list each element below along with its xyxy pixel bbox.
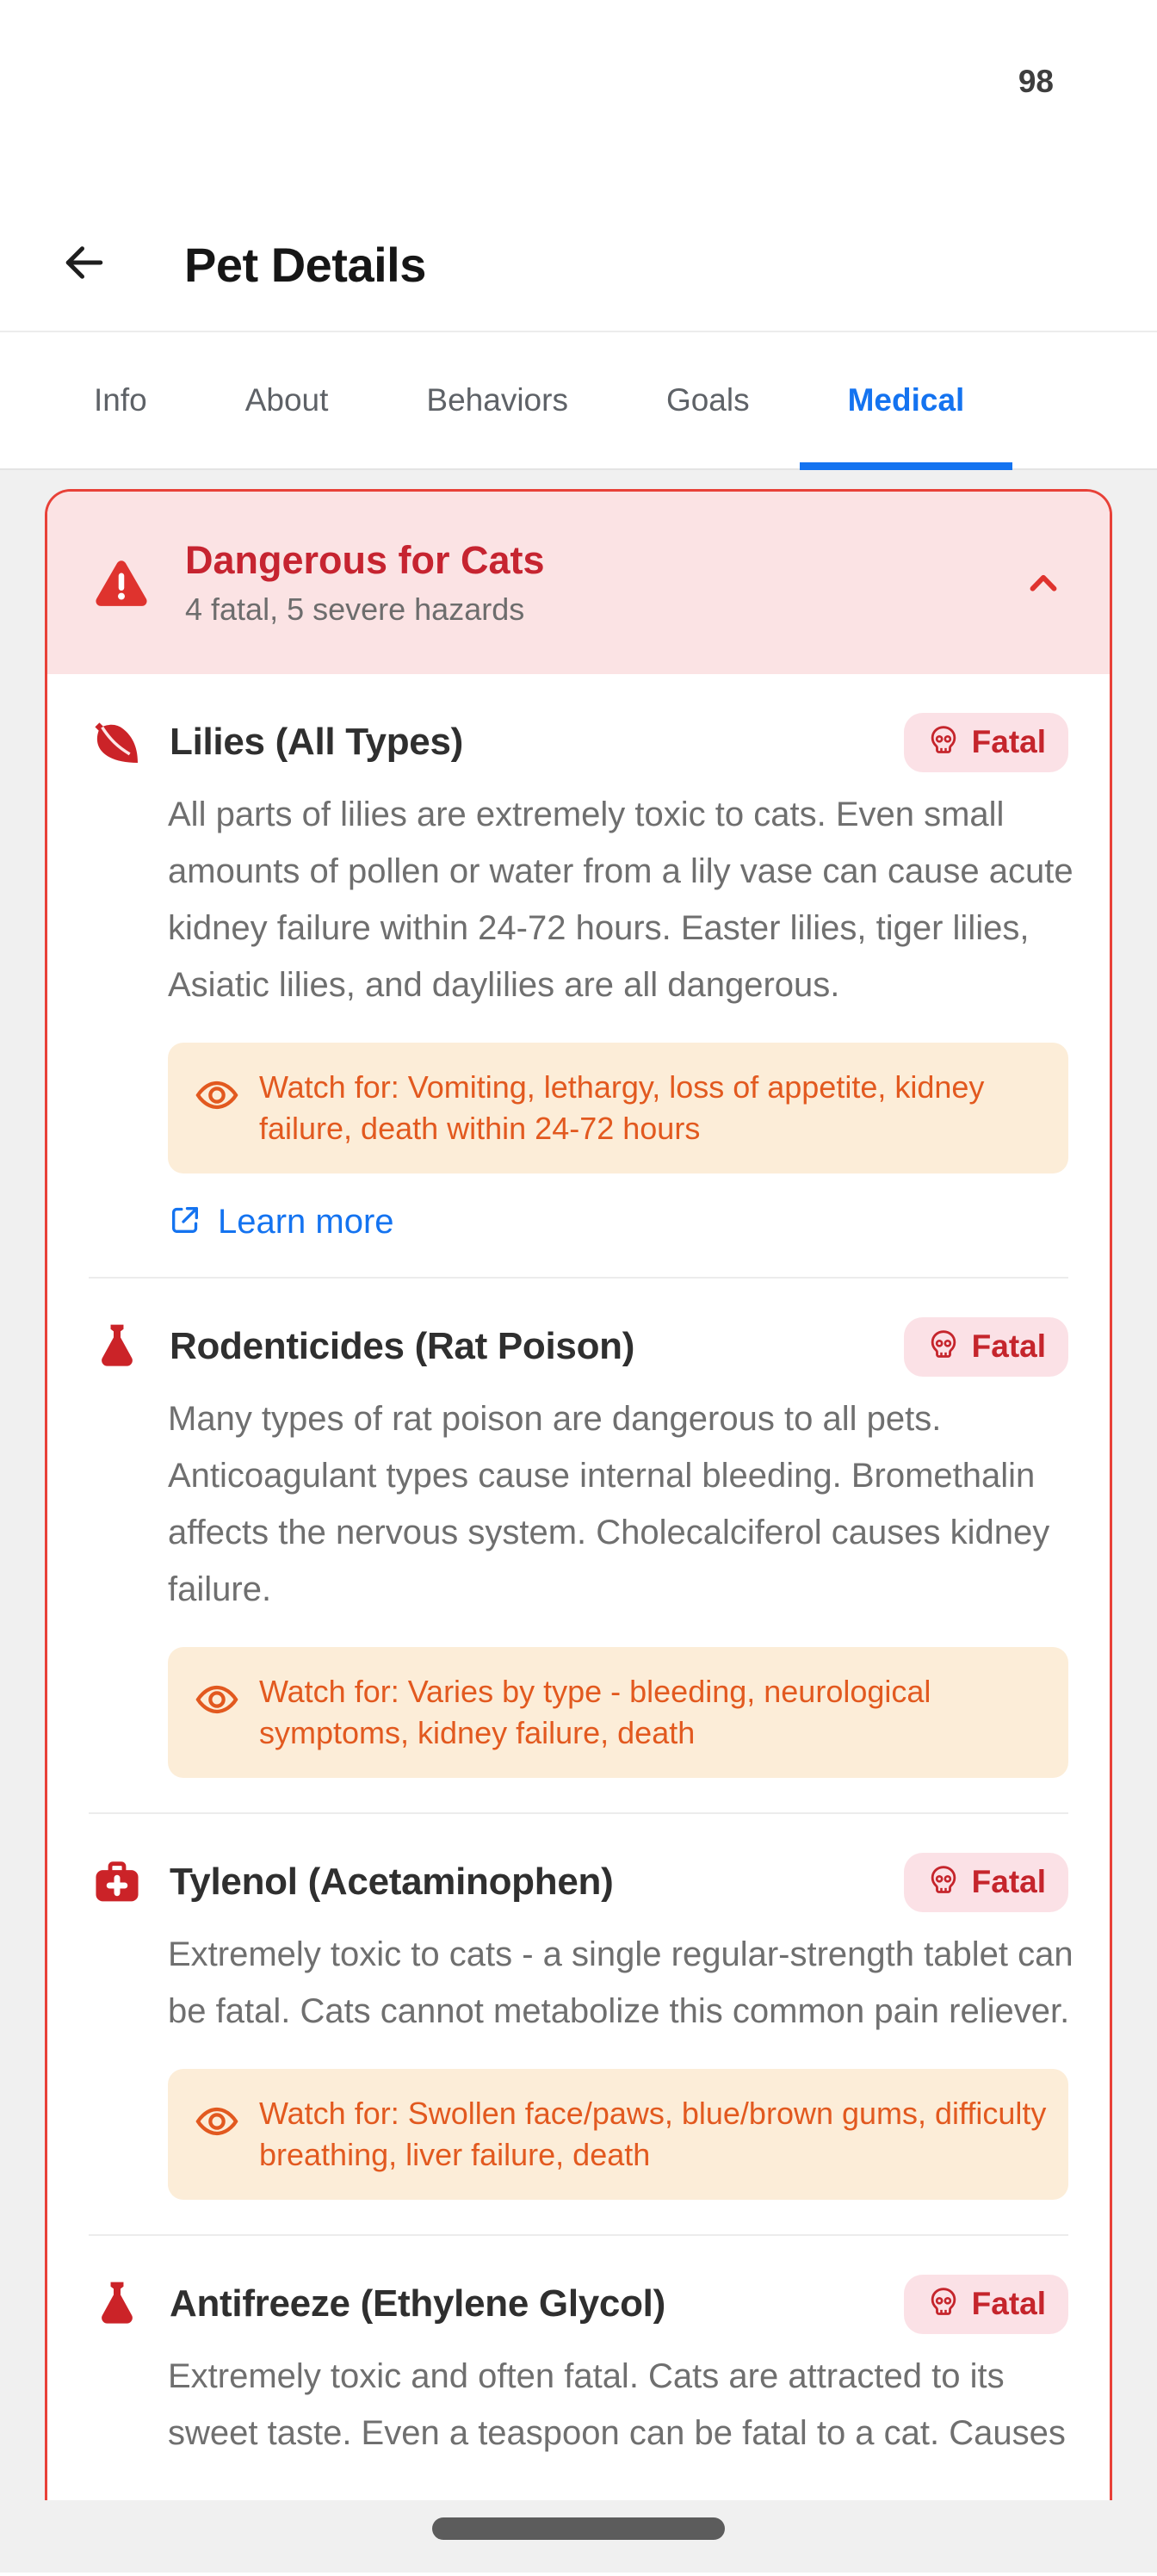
skull-icon	[926, 1328, 961, 1366]
arrow-left-icon	[59, 237, 110, 293]
watch-for-text: Watch for: Swollen face/paws, blue/brown gums, difficulty breathing, liver failure, death	[259, 2096, 1047, 2172]
chevron-up-icon[interactable]	[1022, 561, 1065, 604]
learn-more-link[interactable]	[168, 1201, 1068, 1242]
severity-badge	[904, 2275, 1068, 2334]
status-bar	[0, 0, 1157, 198]
tab-about-label: About	[244, 382, 329, 418]
banner-title: Dangerous for Cats	[185, 538, 545, 582]
hazard-item-antifreeze	[89, 2236, 1068, 2461]
watch-for-text: Watch for: Vomiting, lethargy, loss of appetite, kidney failure, death within 24-72 hours	[259, 1069, 985, 1146]
app-bar	[0, 198, 1157, 332]
watch-for-text: Watch for: Varies by type - bleeding, neurological symptoms, kidney failure, death	[259, 1674, 931, 1750]
skull-icon	[926, 1863, 961, 1902]
severity-label: Fatal	[971, 2286, 1046, 2321]
page-content	[0, 470, 1157, 2573]
tab-goals-label: Goals	[665, 382, 750, 418]
eye-icon	[194, 1676, 240, 1723]
severity-label: Fatal	[971, 1864, 1046, 1899]
gesture-handle[interactable]	[432, 2517, 725, 2540]
battery-level: 98	[1018, 64, 1054, 99]
tab-medical[interactable]	[800, 332, 1013, 468]
hazard-item-lilies	[89, 674, 1073, 1279]
hazard-header	[89, 1316, 1068, 1377]
hazard-title: Rodenticides (Rat Poison)	[170, 1325, 635, 1367]
hazard-header	[89, 2274, 1068, 2334]
hazard-description: All parts of lilies are extremely toxic to cats. Even small amounts of pollen or water from a lily vase can cause acute kidney failure within 24-72 hours. Easter lilies, tiger lilies, Asiatic lilies, and daylilies are all dangerous.	[168, 796, 1073, 1004]
severity-label: Fatal	[971, 724, 1046, 759]
danger-card	[45, 489, 1112, 2500]
leaf-icon	[89, 714, 145, 771]
tab-about[interactable]	[197, 332, 377, 468]
tab-info[interactable]	[46, 332, 195, 468]
hazard-item-rodenticides	[89, 1279, 1068, 1814]
flask-icon	[89, 2276, 145, 2332]
banner-subtitle: 4 fatal, 5 severe hazards	[185, 591, 525, 627]
hazard-description: Extremely toxic and often fatal. Cats are attracted to its sweet taste. Even a teaspoon can be fatal to a cat. Causes	[168, 2357, 1066, 2452]
watch-for-box	[168, 2069, 1068, 2200]
severity-label: Fatal	[971, 1328, 1046, 1364]
tab-bar	[0, 332, 1157, 470]
banner-text	[185, 538, 545, 628]
danger-banner[interactable]	[47, 492, 1110, 674]
external-link-icon	[168, 1203, 202, 1242]
skull-icon	[926, 2285, 961, 2324]
hazard-header	[89, 712, 1068, 772]
hazard-title: Lilies (All Types)	[170, 721, 463, 763]
tab-info-label: Info	[94, 382, 147, 418]
hazard-description: Many types of rat poison are dangerous to all pets. Anticoagulant types cause internal bleeding. Bromethalin affects the nervous system. Cholecalciferol causes kidney failure.	[168, 1400, 1050, 1608]
page-title: Pet Details	[184, 237, 426, 292]
severity-badge	[904, 713, 1068, 772]
hazard-description: Extremely toxic to cats - a single regular-strength tablet can be fatal. Cats cannot metabolize this common pain reliever.	[168, 1935, 1073, 2030]
tab-goals[interactable]	[618, 332, 798, 468]
watch-for-box	[168, 1043, 1068, 1173]
skull-icon	[926, 723, 961, 762]
tab-behaviors[interactable]	[378, 332, 616, 468]
tab-medical-label: Medical	[847, 382, 965, 418]
hazard-header	[89, 1852, 1068, 1912]
hazard-item-tylenol	[89, 1814, 1073, 2236]
flask-icon	[89, 1318, 145, 1375]
hazard-title: Tylenol (Acetaminophen)	[170, 1861, 614, 1903]
eye-icon	[194, 1072, 240, 1118]
tab-behaviors-label: Behaviors	[426, 382, 568, 418]
hazard-list	[47, 674, 1110, 2461]
back-button[interactable]	[57, 237, 112, 292]
warning-triangle-icon	[92, 554, 151, 612]
severity-badge	[904, 1853, 1068, 1912]
learn-more-label: Learn more	[218, 1202, 394, 1241]
watch-for-box	[168, 1647, 1068, 1778]
severity-badge	[904, 1317, 1068, 1377]
hazard-title: Antifreeze (Ethylene Glycol)	[170, 2282, 665, 2325]
medkit-icon	[89, 1854, 145, 1910]
eye-icon	[194, 2098, 240, 2145]
